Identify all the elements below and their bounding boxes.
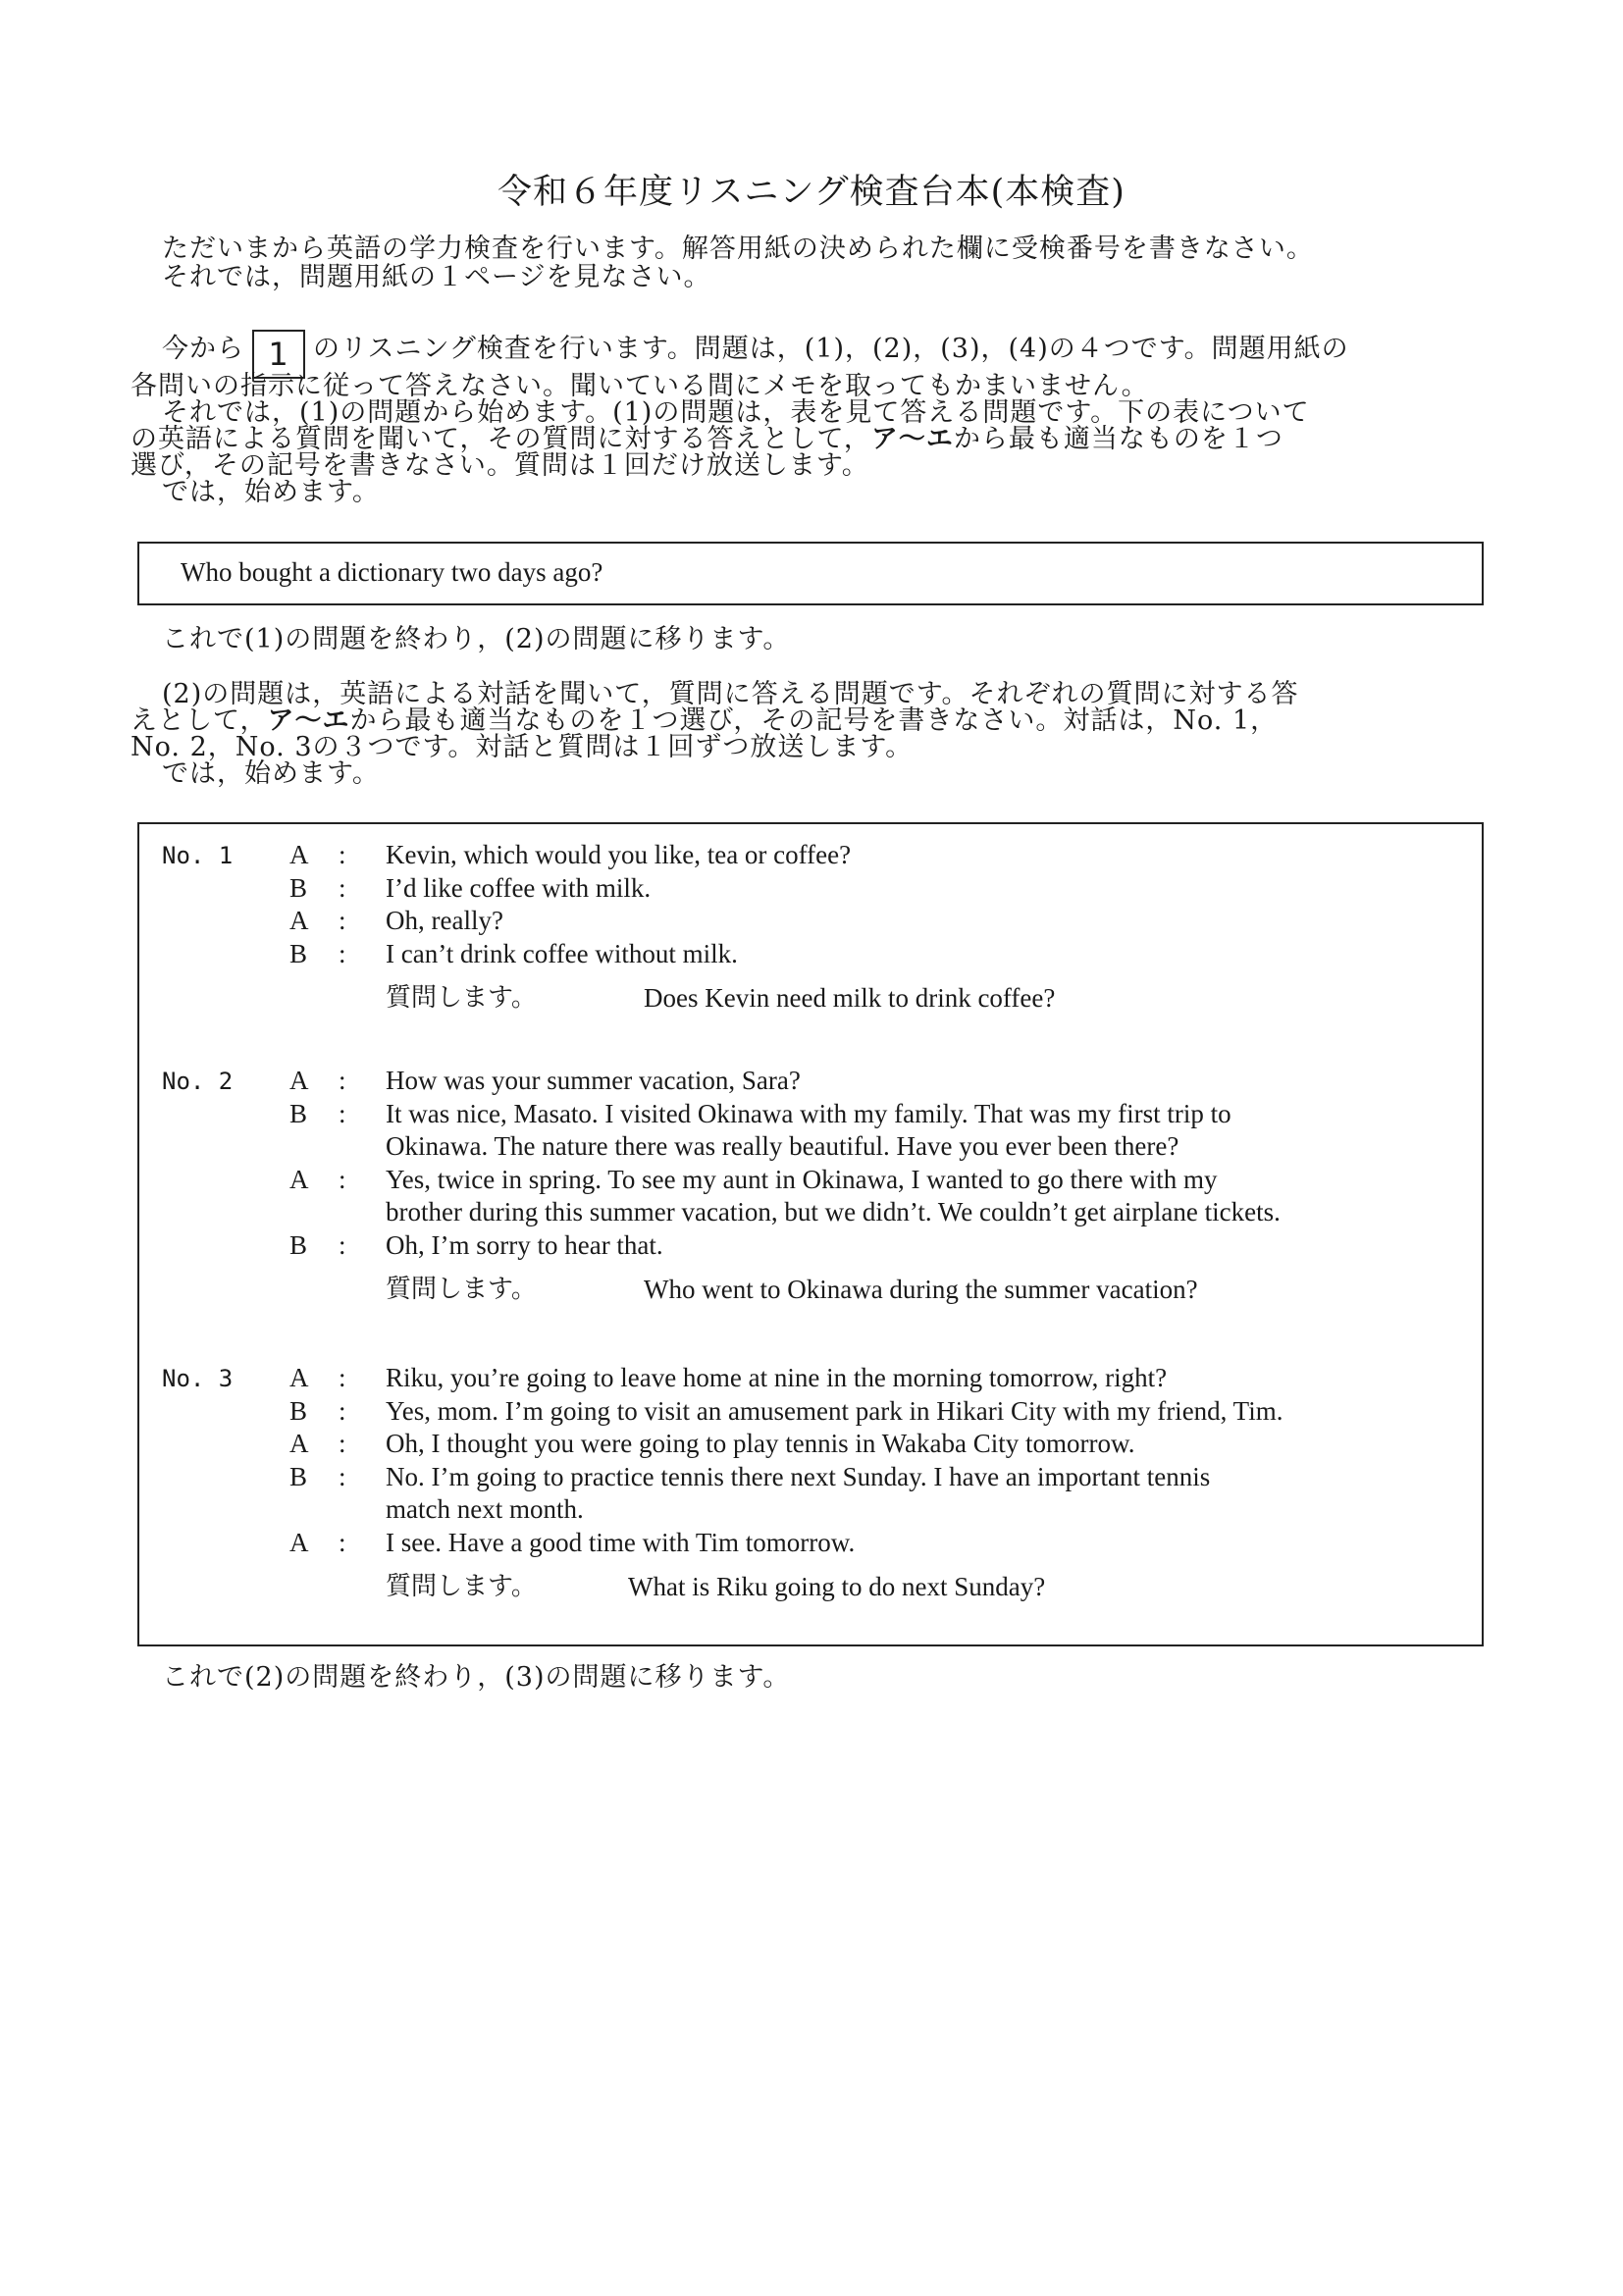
dialogue-line: Yes, twice in spring. To see my aunt in Okinawa, I wanted to go there with my [386, 1164, 1218, 1194]
section1-body [131, 373, 1455, 505]
dialogue-line: I see. Have a good time with Tim tomorrow. [386, 1527, 856, 1557]
speaker-label: B [289, 872, 308, 903]
section1-line-5: 選び，その記号を書きなさい。質問は１回だけ放送します。 [131, 450, 869, 481]
question-label: 質問します。 [386, 1571, 537, 1601]
question-text: Does Kevin need milk to drink coffee? [644, 982, 1056, 1013]
speaker-colon: : [339, 1229, 346, 1260]
speaker-label: A [289, 1429, 309, 1458]
dialogue-line: I’d like coffee with milk. [386, 872, 652, 903]
section1-line-6: では，始めます。 [162, 477, 380, 507]
question1-text: Who bought a dictionary two days ago? [181, 557, 603, 587]
dialogue-line: Okinawa. The nature there was really beautiful. Have you ever been there? [386, 1131, 1179, 1161]
transition-1: これで(1)の問題を終わり，(2)の問題に移ります。 [162, 624, 791, 654]
speaker-label: A [289, 1066, 309, 1095]
speaker-colon: : [339, 938, 346, 968]
intro-line-1: ただいまから英語の学力検査を行います。解答用紙の決められた欄に受検番号を書きなさい。 [162, 234, 1314, 264]
speaker-label: B [289, 1098, 308, 1128]
dialogue-line: Riku, you’re going to leave home at nine in the morning tomorrow, right? [386, 1363, 1168, 1392]
speaker-colon: : [339, 1164, 346, 1194]
dialogue-line: Oh, I thought you were going to play tennis in Wakaba City tomorrow. [386, 1429, 1135, 1458]
speaker-label: A [289, 1527, 309, 1557]
dialogue-line: match next month. [386, 1494, 584, 1524]
section2-line-3: No. 2，No. 3の３つです。対話と質問は１回ずつ放送します。 [131, 732, 914, 762]
page-title: 令和６年度リスニング検査台本(本検査) [497, 173, 1126, 212]
question1-box [137, 542, 1484, 605]
intro [162, 235, 1487, 290]
intro-line-2: それでは，問題用紙の１ページを見なさい。 [162, 262, 711, 292]
speaker-colon: : [339, 1461, 346, 1491]
section1-line-4: の英語による質問を聞いて，その質問に対する答えとして，ア〜エから最も適当なものを１つ [131, 424, 1283, 454]
section1-line-1 [162, 330, 1487, 373]
choice-range-bold-2: ア〜エ [267, 705, 350, 736]
section1-instructions [162, 330, 1487, 373]
section2-instructions [131, 681, 1455, 787]
dialogue-line: Oh, I’m sorry to hear that. [386, 1229, 663, 1260]
speaker-colon: : [339, 1363, 346, 1392]
section2-line-2: えとして，ア〜エから最も適当なものを１つ選び，その記号を書きなさい。対話は，No. 1， [131, 705, 1279, 736]
speaker-colon: : [339, 1429, 346, 1458]
speaker-label: B [289, 1395, 308, 1426]
dialogue-line: I can’t drink coffee without milk. [386, 938, 738, 968]
speaker-colon: : [339, 840, 346, 869]
section1-line-3: それでは，(1)の問題から始めます。(1)の問題は，表を見て答える問題です。下の表について [162, 397, 1310, 428]
dialogue-number: No. 1 [162, 842, 234, 869]
speaker-label: B [289, 938, 308, 968]
dialogue-line: Kevin, which would you like, tea or coffee? [386, 840, 852, 869]
speaker-colon: : [339, 872, 346, 903]
dialogue-line: No. I’m going to practice tennis there next Sunday. I have an important tennis [386, 1461, 1211, 1491]
section-number-box: 1 [252, 330, 305, 379]
speaker-colon: : [339, 1527, 346, 1557]
speaker-colon: : [339, 1395, 346, 1426]
speaker-label: B [289, 1461, 308, 1491]
dialogue-number: No. 3 [162, 1365, 234, 1392]
speaker-label: A [289, 1363, 309, 1392]
section2-line-1: (2)の問題は，英語による対話を聞いて，質問に答える問題です。それぞれの質問に対する答 [162, 679, 1299, 709]
dialogue-line: How was your summer vacation, Sara? [386, 1066, 801, 1095]
question-label: 質問します。 [386, 982, 537, 1013]
choice-range-bold: ア〜エ [870, 424, 954, 454]
speaker-label: A [289, 1164, 309, 1194]
dialogue-line: Yes, mom. I’m going to visit an amusement park in Hikari City with my friend, Tim. [386, 1395, 1283, 1426]
section1-line-1-rest: のリスニング検査を行います。問題は，(1)，(2)，(3)，(4)の４つです。問題用紙の [313, 334, 1349, 364]
question-label: 質問します。 [386, 1274, 537, 1304]
question-text: What is Riku going to do next Sunday? [628, 1571, 1046, 1601]
dialogue-line: brother during this summer vacation, but we didn’t. We couldn’t get airplane tickets. [386, 1197, 1281, 1226]
question-text: Who went to Okinawa during the summer vacation? [644, 1274, 1198, 1304]
speaker-colon: : [339, 1066, 346, 1095]
transition-2: これで(2)の問題を終わり，(3)の問題に移ります。 [162, 1662, 791, 1693]
speaker-colon: : [339, 1098, 346, 1128]
speaker-label: B [289, 1229, 308, 1260]
dialogue-line: It was nice, Masato. I visited Okinawa with my family. That was my first trip to [386, 1098, 1231, 1128]
speaker-label: A [289, 840, 309, 869]
speaker-label: A [289, 906, 309, 935]
dialogue-line: Oh, really? [386, 906, 503, 935]
section1-line-2: 各問いの指示に従って答えなさい。聞いている間にメモを取ってもかまいません。 [131, 371, 1149, 401]
section2-line-4: では，始めます。 [162, 758, 380, 789]
dialogue-number: No. 2 [162, 1068, 234, 1095]
speaker-colon: : [339, 906, 346, 935]
section1-pre: 今から [162, 334, 244, 364]
